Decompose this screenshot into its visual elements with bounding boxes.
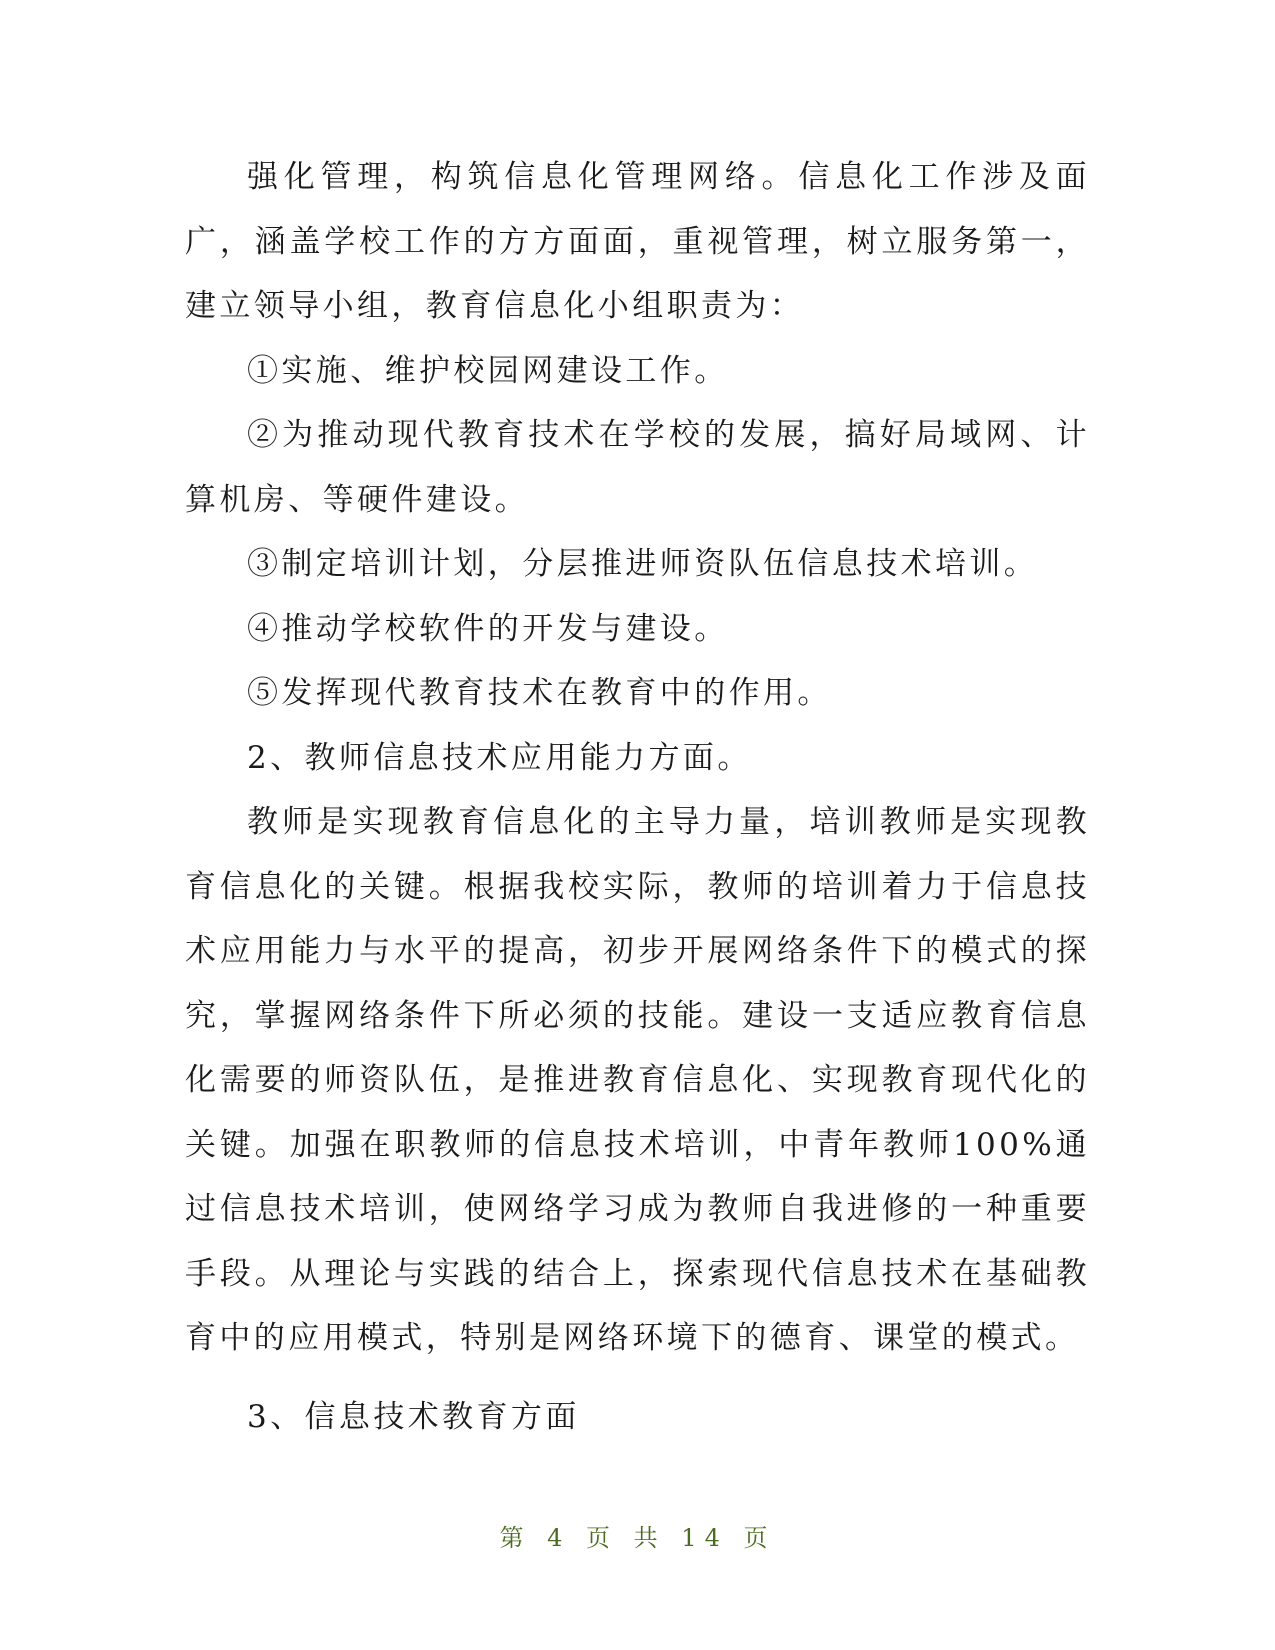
- section-heading-3: 3、信息技术教育方面: [247, 1398, 580, 1435]
- paragraph-duty-3: ③制定培训计划，分层推进师资队伍信息技术培训。: [247, 546, 1039, 582]
- paragraph-duty-2: ②为推动现代教育技术在学校的发展，搞好局域网、计算机房、等硬件建设。: [185, 417, 1090, 518]
- document-body: [185, 145, 1090, 1449]
- paragraph-teacher-training: 教师是实现教育信息化的主导力量，培训教师是实现教育信息化的关键。根据我校实际，教师的培训着力于信息技术应用能力与水平的提高，初步开展网络条件下的模式的探究，掌握网络条件下所必须的技能。建设一支适应教育信息化需要的师资队伍，是推进教育信息化、实现教育现代化的关键。加强在职教师的信息技术培训，中青年教师100%通过信息技术培训，使网络学习成为教师自我进修的一种重要手段。从理论与实践的结合上，探索现代信息技术在基础教育中的应用模式，特别是网络环境下的德育、课堂的模式。: [185, 804, 1090, 1356]
- paragraph-duty-5: ⑤发挥现代教育技术在教育中的作用。: [247, 675, 832, 711]
- section-heading-2: 2、教师信息技术应用能力方面。: [247, 739, 752, 776]
- paragraph-management: 强化管理，构筑信息化管理网络。信息化工作涉及面广，涵盖学校工作的方方面面，重视管理，树立服务第一，建立领导小组，教育信息化小组职责为：: [185, 159, 1090, 324]
- page-number-footer: 第 4 页 共 14 页: [499, 1524, 776, 1552]
- paragraph-duty-4: ④推动学校软件的开发与建设。: [247, 610, 729, 647]
- paragraph-duty-1: ①实施、维护校园网建设工作。: [247, 352, 729, 389]
